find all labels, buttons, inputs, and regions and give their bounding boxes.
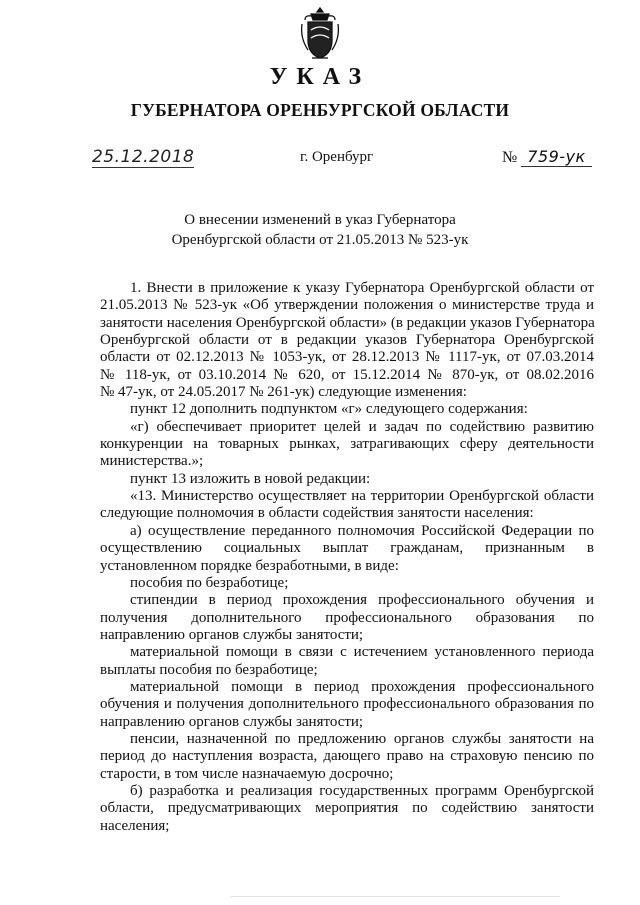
body-line: «г) обеспечивает приоритет целей и задач по содействию развитию — [130, 418, 594, 435]
body-line: 1. Внести в приложение к указу Губернатора Оренбургской области от — [130, 280, 594, 296]
document-subtitle: ГУБЕРНАТОРА ОРЕНБУРГСКОЙ ОБЛАСТИ — [130, 100, 510, 120]
document-number — [502, 147, 592, 167]
heading-line: О внесении изменений в указ Губернатора — [184, 212, 456, 228]
body-line: осуществлению социальных выплат гражданам, признанным в — [100, 540, 594, 557]
body-line: пенсии, назначенной по предложению органов службы занятости на — [130, 730, 594, 747]
body-line: направлению органов службы занятости; — [100, 626, 364, 643]
body-line: занятости населения Оренбургской области» (в редакции указов Губернатора — [100, 314, 595, 331]
body-line: пункт 12 дополнить подпунктом «г» следующего содержания: — [130, 401, 528, 418]
body-line: пункт 13 изложить в новой редакции: — [130, 470, 371, 487]
body-line: материальной помощи в период прохождения профессионального — [130, 678, 594, 695]
body-line: стипендии в период прохождения профессионального обучения и — [130, 592, 594, 609]
document-date: 25.12.2018 — [92, 147, 195, 167]
body-line: следующие полномочия в области содействия занятости населения: — [100, 505, 534, 522]
document-body — [100, 280, 594, 835]
heading-line: Оренбургской области от 21.05.2013 № 523-ук — [171, 232, 469, 248]
body-line: обучения и получения дополнительного профессионального образования по — [100, 696, 594, 713]
body-line: направлению органов службы занятости; — [100, 713, 364, 730]
body-line: населения; — [100, 817, 170, 834]
body-line: 21.05.2013 № 523-ук «Об утверждении положения о министерстве труда и — [100, 297, 594, 314]
body-line: конкуренции на товарных рынках, затрагивающих сферу деятельности — [100, 436, 594, 453]
coat-of-arms-icon — [298, 6, 342, 62]
document-heading — [0, 210, 640, 250]
body-line: период до наступления возраста, дающего право на страховую пенсию по — [100, 748, 594, 765]
body-line: пособия по безработице; — [130, 574, 289, 591]
body-line: «13. Министерство осуществляет на территории Оренбургской области — [130, 488, 594, 505]
body-line: установленном порядке безработными, в виде: — [100, 557, 399, 574]
body-line: области от 02.12.2013 № 1053-ук, от 28.12.2013 № 1117-ук, от 07.03.2014 — [100, 349, 594, 366]
number-prefix: № — [502, 149, 518, 166]
number-value: 759-ук — [521, 147, 591, 167]
body-line: министерства.»; — [100, 453, 204, 470]
body-line: выплаты пособия по безработице; — [100, 661, 318, 678]
body-line: материальной помощи в связи с истечением установленного периода — [130, 644, 594, 661]
document-title: УКАЗ — [269, 64, 371, 90]
body-line: № 47-ук, от 24.05.2017 № 261-ук) следующие изменения: — [100, 384, 467, 401]
body-line: Оренбургской области от в редакции указов Губернатора Оренбургской — [100, 332, 594, 349]
page-bottom-divider — [230, 896, 560, 897]
body-line: № 118-ук, от 03.10.2014 № 620, от 15.12.2014 № 870-ук, от 08.02.2016 — [100, 366, 594, 383]
document-city: г. Оренбург — [300, 149, 374, 165]
body-line: старости, в том числе назначаемую досрочно; — [100, 765, 394, 782]
body-line: б) разработка и реализация государственных программ Оренбургской — [130, 782, 594, 799]
body-line: области, предусматривающих мероприятия по содействию занятости — [100, 800, 594, 817]
body-line: а) осуществление переданного полномочия Российской Федерации по — [130, 522, 594, 539]
body-line: получения дополнительного профессионального образования по — [100, 609, 594, 626]
